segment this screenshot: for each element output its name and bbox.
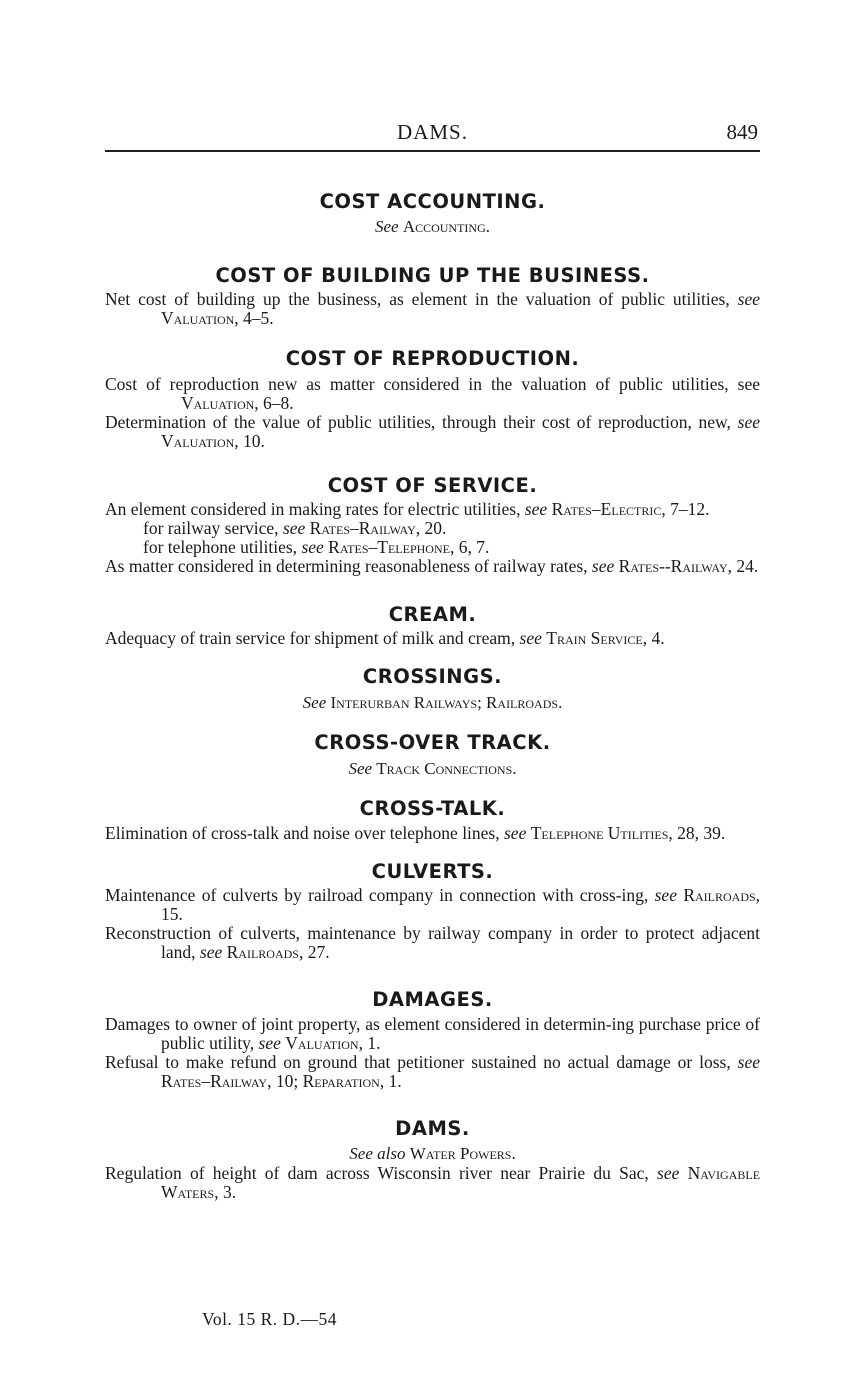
section-cost-reproduction [105,347,760,451]
index-entry: Maintenance of culverts by railroad company in connection with cross-ing, see Railroads, 15. [105,885,761,924]
index-entry: Determination of the value of public utilities, through their cost of reproduction, new, see Valuation, 10. [105,412,760,451]
section-heading: COST OF SERVICE. [327,474,538,497]
running-head [105,118,760,152]
index-entry: Cost of reproduction new as matter considered in the valuation of public utilities, see Valuation, 6–8. [105,374,760,413]
cross-reference: See Track Connections. [348,759,517,778]
section-heading: CULVERTS. [371,860,494,883]
index-entry: Reconstruction of culverts, maintenance by railway company in order to protect adjacent land, see Railroads, 27. [105,923,760,962]
section-culverts [105,860,760,962]
index-subentry: for telephone utilities, see Rates–Telephone, 6, 7. [143,537,490,557]
section-cost-accounting [105,190,760,237]
cross-reference: See Interurban Railways; Railroads. [302,693,563,712]
index-entry: Damages to owner of joint property, as element considered in determin-ing purchase price of public utility, see Valuation, 1. [105,1014,760,1053]
section-crossings [105,665,760,713]
section-cream [105,603,760,648]
index-entry: Adequacy of train service for shipment of milk and cream, see Train Service, 4. [105,628,665,648]
section-heading: DAMS. [395,1117,470,1140]
section-cost-service [105,474,760,576]
index-entry: Regulation of height of dam across Wisconsin river near Prairie du Sac, see Navigable Waters, 3. [105,1163,761,1202]
section-heading: CREAM. [388,603,477,626]
section-heading: COST ACCOUNTING. [319,190,546,213]
section-heading: COST OF BUILDING UP THE BUSINESS. [215,264,650,287]
section-cost-building [105,264,760,328]
section-damages [105,988,760,1091]
section-cross-talk [105,797,760,843]
cross-reference [105,217,760,237]
index-entry: Refusal to make refund on ground that petitioner sustained no actual damage or loss, see Rates–Railway, 10; Reparation, 1. [105,1052,760,1091]
see-label: See [374,217,399,236]
index-entry: Net cost of building up the business, as element in the valuation of public utilities, see Valuation, 4–5. [105,289,761,328]
page-number: 849 [726,120,758,144]
section-dams [105,1117,760,1202]
section-cross-over-track [105,731,760,779]
section-heading: CROSS-OVER TRACK. [314,731,551,754]
index-page [105,118,760,1202]
section-heading: COST OF REPRODUCTION. [285,347,580,370]
cross-reference: See also Water Powers. [349,1144,516,1163]
running-title: DAMS. [397,120,468,144]
index-entry: Elimination of cross-talk and noise over telephone lines, see Telephone Utilities, 28, 39. [105,823,726,843]
section-heading: DAMAGES. [372,988,493,1011]
index-subentry: for railway service, see Rates–Railway, 20. [143,518,447,538]
section-heading: CROSSINGS. [362,665,503,688]
signature-mark: Vol. 15 R. D.—54 [202,1309,338,1329]
reference-target: Accounting. [402,217,491,236]
index-entry: An element considered in making rates for electric utilities, see Rates–Electric, 7–12. [105,499,710,519]
index-entry: As matter considered in determining reasonableness of railway rates, see Rates--Railway, 24. [105,556,759,576]
section-heading: CROSS-TALK. [359,797,506,820]
